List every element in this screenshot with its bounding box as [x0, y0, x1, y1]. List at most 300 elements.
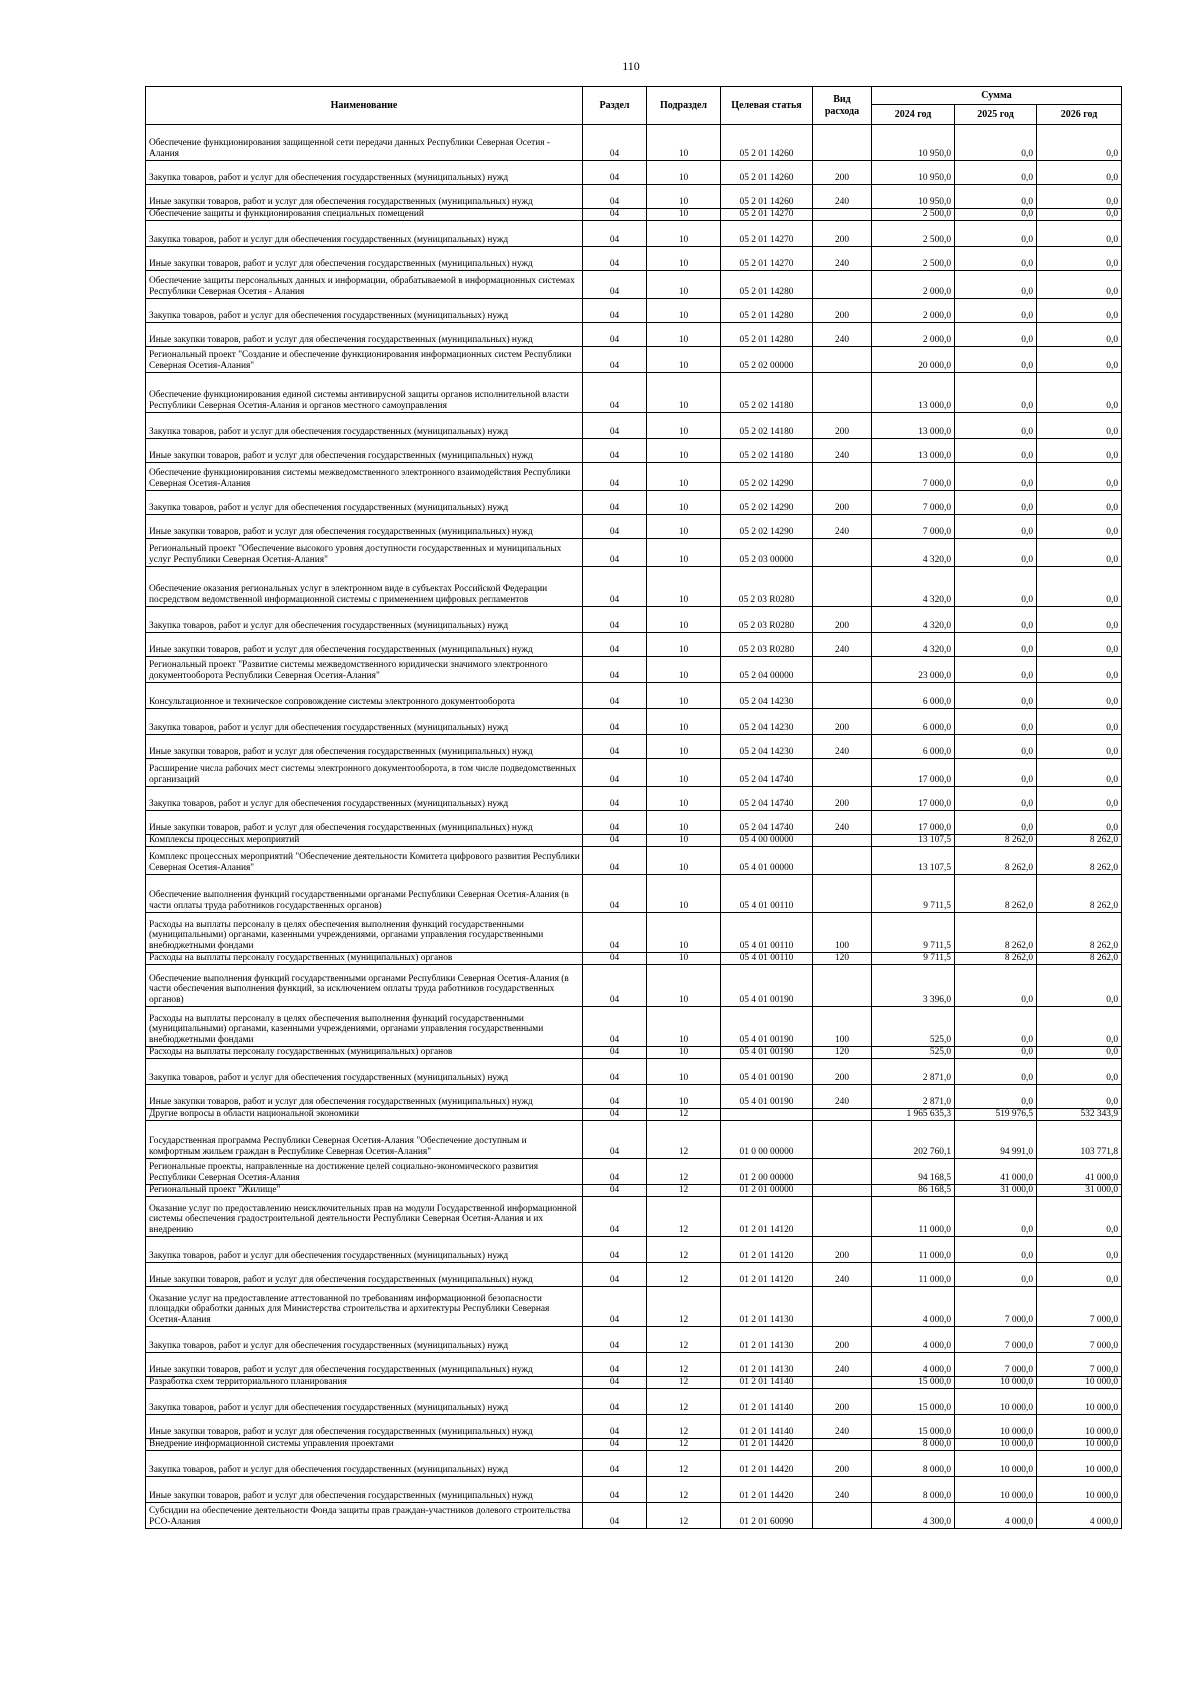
row-2025: 41 000,0 — [955, 1159, 1037, 1185]
row-expense-type — [813, 1121, 872, 1159]
row-2024: 202 760,1 — [872, 1121, 955, 1159]
row-expense-type: 240 — [813, 735, 872, 759]
row-subsection: 10 — [647, 953, 721, 965]
row-2026: 0,0 — [1037, 185, 1122, 209]
row-name: Иные закупки товаров, работ и услуг для обеспечения государственных (муниципальных) нужд — [146, 811, 583, 835]
row-subsection: 12 — [647, 1237, 721, 1263]
table-row — [146, 1007, 1122, 1047]
row-name: Расходы на выплаты персоналу в целях обеспечения выполнения функций государственными (муниципальными) органами, казенными учреждениями, органами управления государственными внебюджетными фондами — [146, 913, 583, 953]
row-section: 04 — [583, 1477, 647, 1503]
table-row — [146, 1353, 1122, 1377]
row-2026: 41 000,0 — [1037, 1159, 1122, 1185]
table-row — [146, 1263, 1122, 1287]
row-2025: 7 000,0 — [955, 1353, 1037, 1377]
row-2026: 0,0 — [1037, 209, 1122, 221]
row-section: 04 — [583, 1007, 647, 1047]
row-section: 04 — [583, 607, 647, 633]
row-2026: 0,0 — [1037, 323, 1122, 347]
row-subsection: 12 — [647, 1197, 721, 1237]
row-2026: 0,0 — [1037, 439, 1122, 463]
row-name: Региональный проект "Создание и обеспечение функционирования информационных систем Республики Северная Осетия-Алания" — [146, 347, 583, 373]
row-section: 04 — [583, 847, 647, 875]
row-section: 04 — [583, 247, 647, 271]
row-2024: 9 711,5 — [872, 913, 955, 953]
row-subsection: 12 — [647, 1451, 721, 1477]
row-name: Иные закупки товаров, работ и услуг для обеспечения государственных (муниципальных) нужд — [146, 247, 583, 271]
table-row — [146, 271, 1122, 299]
row-2024: 6 000,0 — [872, 683, 955, 709]
header-2026: 2026 год — [1037, 105, 1122, 125]
row-2025: 0,0 — [955, 161, 1037, 185]
row-section: 04 — [583, 1451, 647, 1477]
row-section: 04 — [583, 1121, 647, 1159]
row-2026: 10 000,0 — [1037, 1389, 1122, 1415]
row-subsection: 10 — [647, 709, 721, 735]
row-target: 05 4 01 00110 — [721, 913, 813, 953]
row-2026: 0,0 — [1037, 161, 1122, 185]
row-section: 04 — [583, 439, 647, 463]
row-subsection: 12 — [647, 1263, 721, 1287]
row-2026: 0,0 — [1037, 347, 1122, 373]
row-expense-type: 240 — [813, 811, 872, 835]
row-expense-type: 240 — [813, 1353, 872, 1377]
row-expense-type — [813, 759, 872, 787]
row-expense-type: 200 — [813, 1059, 872, 1085]
row-name: Закупка товаров, работ и услуг для обеспечения государственных (муниципальных) нужд — [146, 607, 583, 633]
row-2026: 0,0 — [1037, 633, 1122, 657]
row-expense-type — [813, 1197, 872, 1237]
row-target: 05 2 04 00000 — [721, 657, 813, 683]
row-name: Иные закупки товаров, работ и услуг для обеспечения государственных (муниципальных) нужд — [146, 185, 583, 209]
row-expense-type: 240 — [813, 633, 872, 657]
row-subsection: 10 — [647, 185, 721, 209]
row-2025: 8 262,0 — [955, 847, 1037, 875]
row-2024: 8 000,0 — [872, 1439, 955, 1451]
row-2025: 31 000,0 — [955, 1185, 1037, 1197]
row-section: 04 — [583, 953, 647, 965]
row-2025: 0,0 — [955, 299, 1037, 323]
row-subsection: 10 — [647, 1047, 721, 1059]
row-section: 04 — [583, 965, 647, 1007]
row-name: Консультационное и техническое сопровождение системы электронного документооборота — [146, 683, 583, 709]
row-target: 05 2 04 14230 — [721, 735, 813, 759]
row-target: 05 2 01 14280 — [721, 299, 813, 323]
row-expense-type — [813, 657, 872, 683]
table-row — [146, 1121, 1122, 1159]
row-target: 01 2 01 14120 — [721, 1237, 813, 1263]
row-subsection: 12 — [647, 1327, 721, 1353]
row-subsection: 12 — [647, 1439, 721, 1451]
row-subsection: 10 — [647, 1085, 721, 1109]
row-section: 04 — [583, 1415, 647, 1439]
row-target: 05 2 04 14740 — [721, 759, 813, 787]
table-row — [146, 847, 1122, 875]
row-2024: 3 396,0 — [872, 965, 955, 1007]
table-row — [146, 1389, 1122, 1415]
row-2025: 0,0 — [955, 657, 1037, 683]
row-section: 04 — [583, 271, 647, 299]
table-row — [146, 709, 1122, 735]
table-row — [146, 463, 1122, 491]
table-row — [146, 953, 1122, 965]
row-subsection: 10 — [647, 439, 721, 463]
row-2026: 0,0 — [1037, 373, 1122, 413]
row-subsection: 10 — [647, 657, 721, 683]
row-2026: 7 000,0 — [1037, 1287, 1122, 1327]
row-section: 04 — [583, 185, 647, 209]
row-section: 04 — [583, 683, 647, 709]
row-2026: 0,0 — [1037, 1197, 1122, 1237]
row-target: 05 2 02 14290 — [721, 491, 813, 515]
row-2025: 0,0 — [955, 1085, 1037, 1109]
row-name: Расходы на выплаты персоналу государственных (муниципальных) органов — [146, 953, 583, 965]
row-expense-type: 200 — [813, 221, 872, 247]
row-section: 04 — [583, 1185, 647, 1197]
row-name: Региональный проект "Жилище" — [146, 1185, 583, 1197]
row-target: 01 2 01 14130 — [721, 1327, 813, 1353]
row-name: Иные закупки товаров, работ и услуг для обеспечения государственных (муниципальных) нужд — [146, 1085, 583, 1109]
row-name: Иные закупки товаров, работ и услуг для обеспечения государственных (муниципальных) нужд — [146, 1353, 583, 1377]
row-2025: 0,0 — [955, 735, 1037, 759]
table-row — [146, 1047, 1122, 1059]
row-subsection: 10 — [647, 811, 721, 835]
row-2024: 2 000,0 — [872, 299, 955, 323]
row-subsection: 10 — [647, 373, 721, 413]
row-subsection: 12 — [647, 1159, 721, 1185]
row-expense-type: 100 — [813, 913, 872, 953]
row-target: 05 2 02 14290 — [721, 463, 813, 491]
row-2025: 0,0 — [955, 247, 1037, 271]
row-target: 05 2 03 R0280 — [721, 567, 813, 607]
table-row — [146, 835, 1122, 847]
row-2025: 0,0 — [955, 709, 1037, 735]
row-2026: 0,0 — [1037, 125, 1122, 161]
row-section: 04 — [583, 539, 647, 567]
row-2026: 0,0 — [1037, 735, 1122, 759]
row-name: Обеспечение защиты персональных данных и информации, обрабатываемой в информационных системах Республики Северная Осетия - Алания — [146, 271, 583, 299]
header-sum: Сумма — [872, 87, 1122, 105]
header-subsection: Подраздел — [647, 87, 721, 125]
row-section: 04 — [583, 875, 647, 913]
budget-table — [145, 86, 1122, 1529]
row-section: 04 — [583, 413, 647, 439]
row-2024: 4 320,0 — [872, 539, 955, 567]
row-2024: 13 000,0 — [872, 373, 955, 413]
row-target: 01 2 01 14120 — [721, 1197, 813, 1237]
row-expense-type — [813, 835, 872, 847]
row-2026: 0,0 — [1037, 271, 1122, 299]
row-target: 05 2 01 14260 — [721, 125, 813, 161]
row-expense-type — [813, 539, 872, 567]
row-2024: 23 000,0 — [872, 657, 955, 683]
row-expense-type: 240 — [813, 1477, 872, 1503]
table-row — [146, 1439, 1122, 1451]
row-2025: 0,0 — [955, 515, 1037, 539]
row-subsection: 10 — [647, 1007, 721, 1047]
page-number: 110 — [622, 59, 640, 73]
table-row — [146, 323, 1122, 347]
row-expense-type: 240 — [813, 247, 872, 271]
row-name: Другие вопросы в области национальной экономики — [146, 1109, 583, 1121]
row-2026: 0,0 — [1037, 709, 1122, 735]
row-target: 05 2 02 14180 — [721, 373, 813, 413]
header-2024: 2024 год — [872, 105, 955, 125]
row-2025: 0,0 — [955, 539, 1037, 567]
row-expense-type: 240 — [813, 439, 872, 463]
row-name: Разработка схем территориального планирования — [146, 1377, 583, 1389]
row-2026: 0,0 — [1037, 413, 1122, 439]
row-subsection: 10 — [647, 965, 721, 1007]
row-expense-type: 240 — [813, 1263, 872, 1287]
row-2025: 0,0 — [955, 221, 1037, 247]
row-name: Обеспечение функционирования единой системы антивирусной защиты органов исполнительной власти Республики Северная Осетия-Алания и органов местного самоуправления — [146, 373, 583, 413]
row-subsection: 12 — [647, 1377, 721, 1389]
row-name: Региональный проект "Развитие системы межведомственного юридически значимого электронного документооборота Республики Северная Осетия-Алания" — [146, 657, 583, 683]
row-2025: 0,0 — [955, 439, 1037, 463]
row-2025: 0,0 — [955, 1237, 1037, 1263]
row-subsection: 10 — [647, 787, 721, 811]
row-section: 04 — [583, 835, 647, 847]
row-2024: 17 000,0 — [872, 787, 955, 811]
row-subsection: 10 — [647, 633, 721, 657]
table-row — [146, 247, 1122, 271]
row-2026: 8 262,0 — [1037, 913, 1122, 953]
row-2025: 0,0 — [955, 1007, 1037, 1047]
row-expense-type — [813, 1109, 872, 1121]
row-2026: 0,0 — [1037, 1237, 1122, 1263]
row-section: 04 — [583, 1047, 647, 1059]
row-2026: 10 000,0 — [1037, 1439, 1122, 1451]
row-2024: 17 000,0 — [872, 811, 955, 835]
row-section: 04 — [583, 1287, 647, 1327]
row-expense-type: 240 — [813, 1415, 872, 1439]
row-expense-type: 200 — [813, 299, 872, 323]
row-subsection: 10 — [647, 1059, 721, 1085]
table-row — [146, 683, 1122, 709]
row-2024: 2 871,0 — [872, 1085, 955, 1109]
row-name: Иные закупки товаров, работ и услуг для обеспечения государственных (муниципальных) нужд — [146, 323, 583, 347]
row-2024: 11 000,0 — [872, 1237, 955, 1263]
table-row — [146, 125, 1122, 161]
row-target: 05 4 01 00190 — [721, 1047, 813, 1059]
row-subsection: 12 — [647, 1185, 721, 1197]
row-name: Закупка товаров, работ и услуг для обеспечения государственных (муниципальных) нужд — [146, 787, 583, 811]
row-subsection: 10 — [647, 463, 721, 491]
table-row — [146, 1377, 1122, 1389]
row-subsection: 10 — [647, 539, 721, 567]
row-section: 04 — [583, 221, 647, 247]
row-2024: 15 000,0 — [872, 1377, 955, 1389]
row-2024: 4 300,0 — [872, 1503, 955, 1529]
row-expense-type: 120 — [813, 953, 872, 965]
row-section: 04 — [583, 323, 647, 347]
row-target: 05 2 01 14270 — [721, 209, 813, 221]
row-subsection: 12 — [647, 1477, 721, 1503]
table-row — [146, 607, 1122, 633]
row-expense-type — [813, 271, 872, 299]
row-expense-type — [813, 567, 872, 607]
row-2026: 10 000,0 — [1037, 1377, 1122, 1389]
row-subsection: 12 — [647, 1415, 721, 1439]
row-target: 01 2 01 14420 — [721, 1477, 813, 1503]
row-2024: 4 000,0 — [872, 1287, 955, 1327]
row-name: Расходы на выплаты персоналу в целях обеспечения выполнения функций государственными (муниципальными) органами, казенными учреждениями, органами управления государственными внебюджетными фондами — [146, 1007, 583, 1047]
row-target: 01 0 00 00000 — [721, 1121, 813, 1159]
row-section: 04 — [583, 1159, 647, 1185]
row-name: Оказание услуг на предоставление аттестованной по требованиям информационной безопасности площадки обработки данных для Министерства строительства и архитектуры Республики Северная Осетия-Алания — [146, 1287, 583, 1327]
row-name: Оказание услуг по предоставлению неисключительных прав на модули Государственной информационной системы обеспечения градостроительной деятельности Республики Северная Осетия-Алания и их внедрению — [146, 1197, 583, 1237]
row-2025: 8 262,0 — [955, 913, 1037, 953]
table-row — [146, 1503, 1122, 1529]
row-name: Закупка товаров, работ и услуг для обеспечения государственных (муниципальных) нужд — [146, 1327, 583, 1353]
row-target: 05 2 03 R0280 — [721, 633, 813, 657]
row-2026: 8 262,0 — [1037, 953, 1122, 965]
row-target: 05 2 01 14280 — [721, 323, 813, 347]
row-2024: 4 320,0 — [872, 633, 955, 657]
row-2025: 0,0 — [955, 209, 1037, 221]
row-2024: 2 871,0 — [872, 1059, 955, 1085]
row-2024: 7 000,0 — [872, 463, 955, 491]
row-target: 05 2 01 14260 — [721, 161, 813, 185]
table-body — [146, 125, 1122, 1529]
row-target: 05 4 00 00000 — [721, 835, 813, 847]
row-2024: 4 320,0 — [872, 567, 955, 607]
row-2025: 10 000,0 — [955, 1415, 1037, 1439]
table-row — [146, 1415, 1122, 1439]
row-section: 04 — [583, 1237, 647, 1263]
row-2024: 7 000,0 — [872, 515, 955, 539]
header-expense-type: Вид расхода — [813, 87, 872, 125]
row-2024: 4 000,0 — [872, 1353, 955, 1377]
row-expense-type: 240 — [813, 323, 872, 347]
row-2024: 11 000,0 — [872, 1263, 955, 1287]
row-name: Обеспечение оказания региональных услуг в электронном виде в субъектах Российской Федерации посредством ведомственной информационной системы с применением цифровых регламентов — [146, 567, 583, 607]
table-row — [146, 1451, 1122, 1477]
row-section: 04 — [583, 209, 647, 221]
row-section: 04 — [583, 125, 647, 161]
row-2025: 0,0 — [955, 1197, 1037, 1237]
row-expense-type — [813, 683, 872, 709]
table-row — [146, 439, 1122, 463]
row-2025: 10 000,0 — [955, 1389, 1037, 1415]
row-2025: 0,0 — [955, 413, 1037, 439]
row-name: Иные закупки товаров, работ и услуг для обеспечения государственных (муниципальных) нужд — [146, 439, 583, 463]
table-row — [146, 1059, 1122, 1085]
row-2026: 0,0 — [1037, 787, 1122, 811]
row-section: 04 — [583, 1085, 647, 1109]
row-name: Закупка товаров, работ и услуг для обеспечения государственных (муниципальных) нужд — [146, 413, 583, 439]
row-2025: 0,0 — [955, 811, 1037, 835]
table-row — [146, 1237, 1122, 1263]
table-row — [146, 221, 1122, 247]
row-target: 05 2 03 00000 — [721, 539, 813, 567]
row-target: 05 2 01 14270 — [721, 221, 813, 247]
row-target: 05 2 03 R0280 — [721, 607, 813, 633]
row-expense-type — [813, 1287, 872, 1327]
row-2024: 17 000,0 — [872, 759, 955, 787]
row-subsection: 10 — [647, 875, 721, 913]
row-target: 05 4 01 00110 — [721, 953, 813, 965]
row-2025: 8 262,0 — [955, 875, 1037, 913]
table-row — [146, 1197, 1122, 1237]
row-2025: 0,0 — [955, 759, 1037, 787]
row-subsection: 12 — [647, 1503, 721, 1529]
row-2026: 7 000,0 — [1037, 1327, 1122, 1353]
row-target: 05 4 01 00190 — [721, 965, 813, 1007]
table-row — [146, 1327, 1122, 1353]
row-target: 05 4 01 00110 — [721, 875, 813, 913]
row-target: 05 2 02 14290 — [721, 515, 813, 539]
row-2026: 103 771,8 — [1037, 1121, 1122, 1159]
row-target: 01 2 01 00000 — [721, 1185, 813, 1197]
row-name: Региональный проект "Обеспечение высокого уровня доступности государственных и муниципальных услуг Республики Северная Осетия-Алания" — [146, 539, 583, 567]
row-2024: 11 000,0 — [872, 1197, 955, 1237]
row-section: 04 — [583, 1109, 647, 1121]
row-subsection: 10 — [647, 515, 721, 539]
row-name: Иные закупки товаров, работ и услуг для обеспечения государственных (муниципальных) нужд — [146, 515, 583, 539]
row-section: 04 — [583, 299, 647, 323]
table-row — [146, 185, 1122, 209]
row-expense-type: 200 — [813, 413, 872, 439]
row-target: 01 2 01 14140 — [721, 1415, 813, 1439]
row-2024: 2 500,0 — [872, 209, 955, 221]
row-2025: 8 262,0 — [955, 953, 1037, 965]
row-target: 05 2 04 14740 — [721, 811, 813, 835]
table-row — [146, 1477, 1122, 1503]
row-target — [721, 1109, 813, 1121]
row-2026: 532 343,9 — [1037, 1109, 1122, 1121]
table-row — [146, 347, 1122, 373]
row-section: 04 — [583, 1503, 647, 1529]
row-2025: 0,0 — [955, 683, 1037, 709]
row-name: Закупка товаров, работ и услуг для обеспечения государственных (муниципальных) нужд — [146, 1237, 583, 1263]
row-target: 05 2 01 14270 — [721, 247, 813, 271]
row-2026: 10 000,0 — [1037, 1415, 1122, 1439]
row-section: 04 — [583, 1389, 647, 1415]
row-name: Закупка товаров, работ и услуг для обеспечения государственных (муниципальных) нужд — [146, 709, 583, 735]
row-subsection: 10 — [647, 221, 721, 247]
row-expense-type — [813, 1377, 872, 1389]
row-expense-type: 240 — [813, 1085, 872, 1109]
row-name: Субсидии на обеспечение деятельности Фонда защиты прав граждан-участников долевого строительства РСО-Алания — [146, 1503, 583, 1529]
row-name: Закупка товаров, работ и услуг для обеспечения государственных (муниципальных) нужд — [146, 491, 583, 515]
header-2025: 2025 год — [955, 105, 1037, 125]
row-target: 05 2 04 14230 — [721, 709, 813, 735]
row-2026: 0,0 — [1037, 221, 1122, 247]
row-2025: 0,0 — [955, 491, 1037, 515]
row-2024: 2 000,0 — [872, 323, 955, 347]
row-2024: 8 000,0 — [872, 1477, 955, 1503]
row-2026: 10 000,0 — [1037, 1451, 1122, 1477]
row-subsection: 10 — [647, 759, 721, 787]
row-2024: 94 168,5 — [872, 1159, 955, 1185]
row-target: 05 2 02 00000 — [721, 347, 813, 373]
row-2025: 7 000,0 — [955, 1327, 1037, 1353]
row-2026: 0,0 — [1037, 1047, 1122, 1059]
row-subsection: 10 — [647, 567, 721, 607]
row-2025: 0,0 — [955, 271, 1037, 299]
row-section: 04 — [583, 567, 647, 607]
row-name: Обеспечение функционирования системы межведомственного электронного взаимодействия Республики Северная Осетия-Алания — [146, 463, 583, 491]
row-name: Комплексы процессных мероприятий — [146, 835, 583, 847]
row-expense-type: 200 — [813, 787, 872, 811]
row-2024: 6 000,0 — [872, 735, 955, 759]
row-2026: 31 000,0 — [1037, 1185, 1122, 1197]
row-target: 01 2 01 14130 — [721, 1353, 813, 1377]
row-2026: 8 262,0 — [1037, 875, 1122, 913]
row-2026: 0,0 — [1037, 299, 1122, 323]
row-2025: 10 000,0 — [955, 1439, 1037, 1451]
